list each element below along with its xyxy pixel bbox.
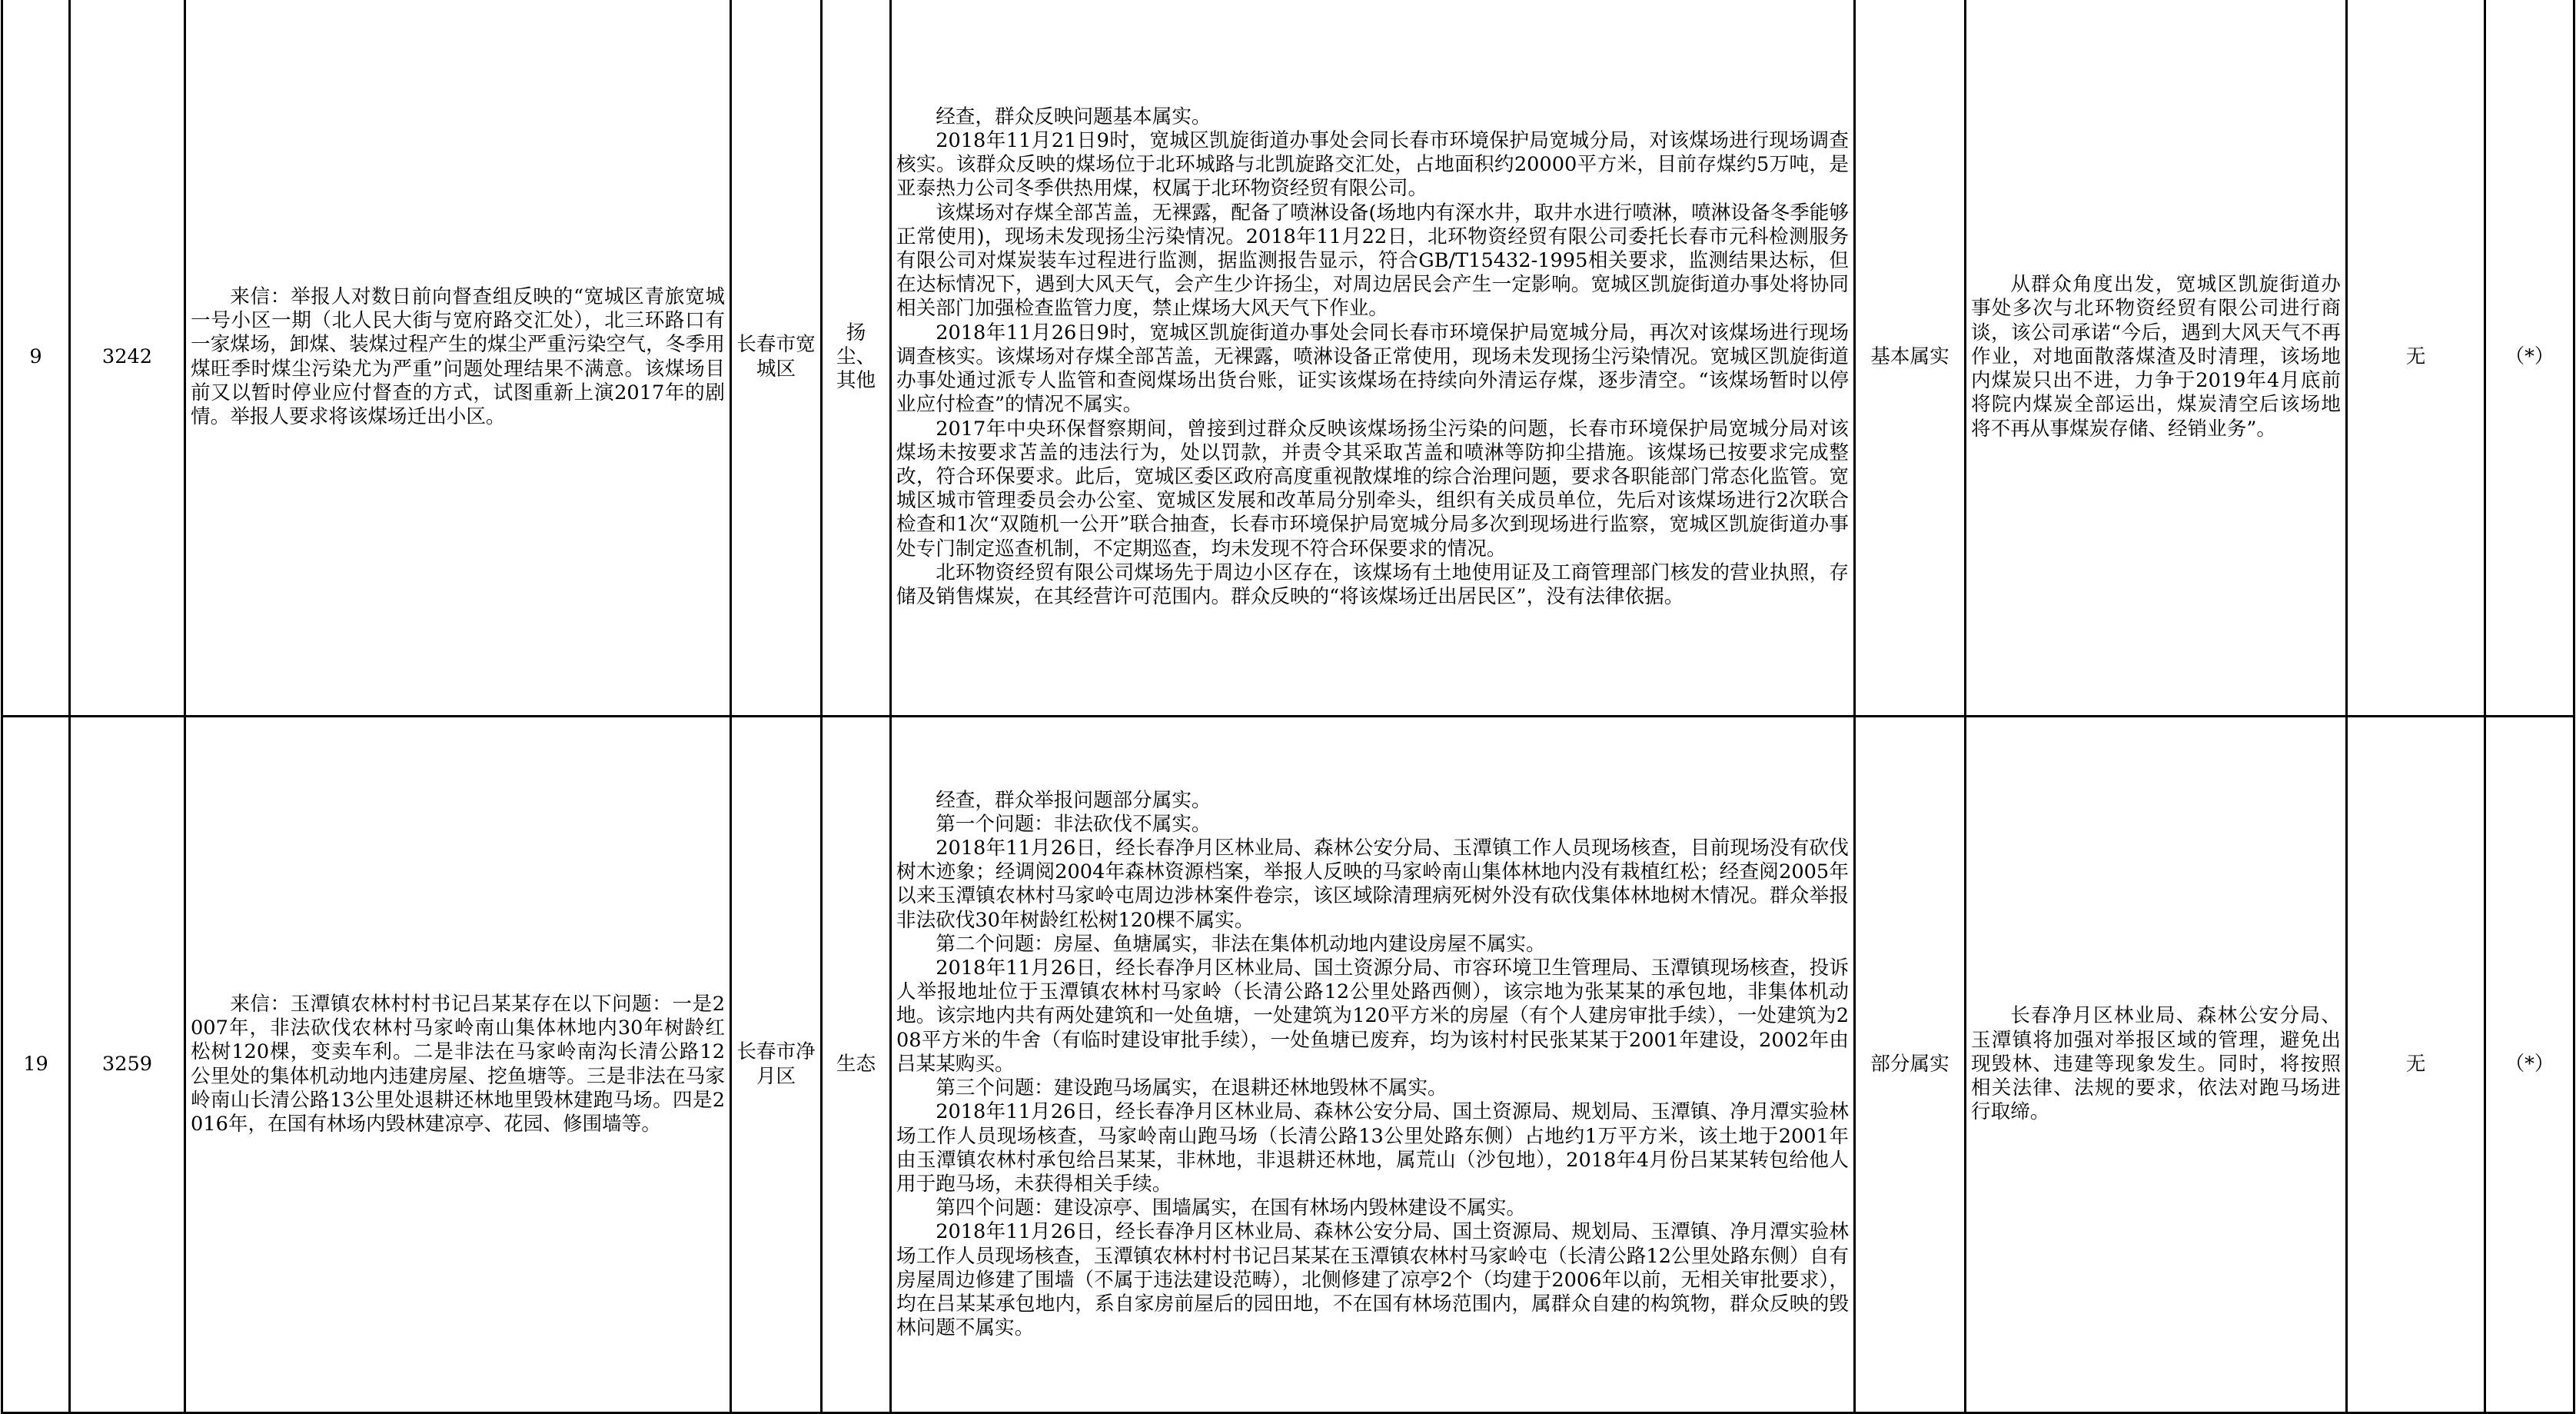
row-mark: （*）	[2485, 717, 2574, 1413]
table-row	[2, 717, 2574, 1413]
investigation-paragraph: 2018年11月26日，经长春净月区林业局、森林公安分局、玉潭镇工作人员现场核查，目前现场没有砍伐树木迹象；经调阅2004年森林资源档案，举报人反映的马家岭南山集体林地内没有栽植红松；经查阅2005年以来玉潭镇农林村马家岭屯周边涉林案件卷宗，该区域除清理病死树外没有砍伐集体林地树木情况。群众举报非法砍伐30年树龄红松树120棵不属实。	[896, 837, 1849, 932]
complaint-content	[185, 717, 731, 1413]
verification-result: 基本属实	[1855, 0, 1966, 717]
case-code: 3242	[70, 0, 185, 717]
pollution-category: 生态	[822, 717, 891, 1413]
district: 长春市宽城区	[731, 0, 822, 717]
complaint-table	[1, 0, 2575, 1414]
rectification-measures	[1966, 0, 2347, 717]
complaint-content	[185, 0, 731, 717]
investigation-paragraph: 该煤场对存煤全部苫盖，无裸露，配备了喷淋设备(场地内有深水井，取井水进行喷淋，喷淋设备冬季能够正常使用)，现场未发现扬尘污染情况。2018年11月22日，北环物资经贸有限公司委托长春市元科检测服务有限公司对煤炭装车过程进行监测，据监测报告显示，符合GB/T15432-1995相关要求，监测结果达标，但在达标情况下，遇到大风天气，会产生少许扬尘，对周边居民会产生一定影响。宽城区凯旋街道办事处将协同相关部门加强检查监管力度，禁止煤场大风天气下作业。	[896, 201, 1849, 321]
investigation-paragraph: 2018年11月26日，经长春净月区林业局、森林公安分局、国土资源局、规划局、玉潭镇、净月潭实验林场工作人员现场核查，马家岭南山跑马场（长清公路13公里处路东侧）占地约1万平方米，该土地于2001年由玉潭镇农林村承包给吕某某，非林地，非退耕还林地，属荒山（沙包地），2018年4月份吕某某转包给他人用于跑马场，未获得相关手续。	[896, 1100, 1849, 1196]
investigation-paragraph: 第四个问题：建设凉亭、围墙属实，在国有林场内毁林建设不属实。	[936, 1196, 1527, 1220]
rectification-text: 从群众角度出发，宽城区凯旋街道办事处多次与北环物资经贸有限公司进行商谈，该公司承诺“今后，遇到大风天气不再作业，对地面散落煤渣及时清理，该场地内煤炭只出不进，力争于2019年4月底前将院内煤炭全部运出，煤炭清空后该场地将不再从事煤炭存储、经销业务”。	[1971, 273, 2341, 441]
investigation-paragraph: 北环物资经贸有限公司煤场先于周边小区存在，该煤场有土地使用证及工商管理部门核发的营业执照，存储及销售煤炭，在其经营许可范围内。群众反映的“将该煤场迁出居民区”，没有法律依据。	[896, 561, 1849, 608]
investigation-paragraph: 2018年11月26日9时，宽城区凯旋街道办事处会同长春市环境保护局宽城分局，再次对该煤场进行现场调查核实。该煤场对存煤全部苫盖，无裸露，喷淋设备正常使用，现场未发现扬尘污染情况。宽城区凯旋街道办事处通过派专人监管和查阅煤场出货台账，证实该煤场在持续向外清运存煤，逐步清空。“该煤场暂时以停业应付检查”的情况不属实。	[896, 321, 1849, 417]
investigation-details	[891, 0, 1855, 717]
complaint-text: 来信：举报人对数日前向督查组反映的“宽城区青旅宽城一号小区一期（北人民大街与宽府路交汇处），北三环路口有一家煤场，卸煤、装煤过程产生的煤尘严重污染空气，冬季用煤旺季时煤尘污染尤为严重”问题处理结果不满意。该煤场目前又以暂时停业应付督查的方式，试图重新上演2017年的剧情。举报人要求将该煤场迁出小区。	[191, 284, 725, 428]
row-number: 9	[2, 0, 70, 717]
investigation-paragraph: 第三个问题：建设跑马场属实，在退耕还林地毁林不属实。	[936, 1076, 1448, 1100]
investigation-paragraph: 经查，群众反映问题基本属实。	[936, 105, 1212, 128]
investigation-paragraph: 2018年11月21日9时，宽城区凯旋街道办事处会同长春市环境保护局宽城分局，对该煤场进行现场调查核实。该群众反映的煤场位于北环城路与北凯旋路交汇处，占地面积约20000平方米，目前存煤约5万吨，是亚泰热力公司冬季供热用煤，权属于北环物资经贸有限公司。	[896, 129, 1849, 201]
table-body	[2, 0, 2574, 1413]
investigation-paragraph: 第一个问题：非法砍伐不属实。	[936, 812, 1212, 836]
investigation-paragraph: 2017年中央环保督察期间，曾接到过群众反映该煤场扬尘污染的问题，长春市环境保护局宽城分局对该煤场未按要求苫盖的违法行为，处以罚款，并责令其采取苫盖和喷淋等防抑尘措施。该煤场已按要求完成整改，符合环保要求。此后，宽城区委区政府高度重视散煤堆的综合治理问题，要求各职能部门常态化监管。宽城区城市管理委员会办公室、宽城区发展和改革局分别牵头，组织有关成员单位，先后对该煤场进行2次联合检查和1次“双随机一公开”联合抽查，长春市环境保护局宽城分局多次到现场进行监察，宽城区凯旋街道办事处专门制定巡查机制，不定期巡查，均未发现不符合环保要求的情况。	[896, 417, 1849, 561]
row-mark: （*）	[2485, 0, 2574, 717]
rectification-text: 长春净月区林业局、森林公安分局、玉潭镇将加强对举报区域的管理，避免出现毁林、违建等现象发生。同时，将按照相关法律、法规的要求，依法对跑马场进行取缔。	[1971, 1004, 2341, 1124]
rectification-measures	[1966, 717, 2347, 1413]
investigation-paragraph: 经查，群众举报问题部分属实。	[936, 788, 1212, 812]
case-code: 3259	[70, 717, 185, 1413]
investigation-paragraph: 2018年11月26日，经长春净月区林业局、森林公安分局、国土资源局、规划局、玉潭镇、净月潭实验林场工作人员现场核查，玉潭镇农林村村书记吕某某在玉潭镇农林村马家岭屯（长清公路12公里处路东侧）自有房屋周边修建了围墙（不属于违法建设范畴），北侧修建了凉亭2个（均建于2006年以前，无相关审批要求），均在吕某某承包地内，系自家房前屋后的园田地，不在国有林场范围内，属群众自建的构筑物，群众反映的毁林问题不属实。	[896, 1220, 1849, 1340]
investigation-paragraph: 第二个问题：房屋、鱼塘属实，非法在集体机动地内建设房屋不属实。	[936, 932, 1546, 956]
complaint-text: 来信：玉潭镇农林村村书记吕某某存在以下问题：一是2007年，非法砍伐农林村马家岭南山集体林地内30年树龄红松树120棵，变卖车利。二是非法在马家岭南沟长清公路12公里处的集体机动地内违建房屋、挖鱼塘等。三是非法在马家岭南山长清公路13公里处退耕还林地里毁林建跑马场。四是2016年，在国有林场内毁林建凉亭、花园、修围墙等。	[191, 992, 725, 1136]
pollution-category: 扬尘、其他	[822, 0, 891, 717]
investigation-paragraph: 2018年11月26日，经长春净月区林业局、国土资源分局、市容环境卫生管理局、玉潭镇现场核查，投诉人举报地址位于玉潭镇农林村马家岭（长清公路12公里处路西侧），该宗地为张某某的承包地，非集体机动地。该宗地内共有两处建筑和一处鱼塘，一处建筑为120平方米的房屋（有个人建房审批手续），一处建筑为208平方米的牛舍（有临时建设审批手续），一处鱼塘已废弃，均为该村村民张某某于2001年建设，2002年由吕某某购买。	[896, 957, 1849, 1076]
verification-result: 部分属实	[1855, 717, 1966, 1413]
investigation-details	[891, 717, 1855, 1413]
accountability: 无	[2347, 717, 2485, 1413]
accountability: 无	[2347, 0, 2485, 717]
district: 长春市净月区	[731, 717, 822, 1413]
table-row	[2, 0, 2574, 717]
row-number: 19	[2, 717, 70, 1413]
